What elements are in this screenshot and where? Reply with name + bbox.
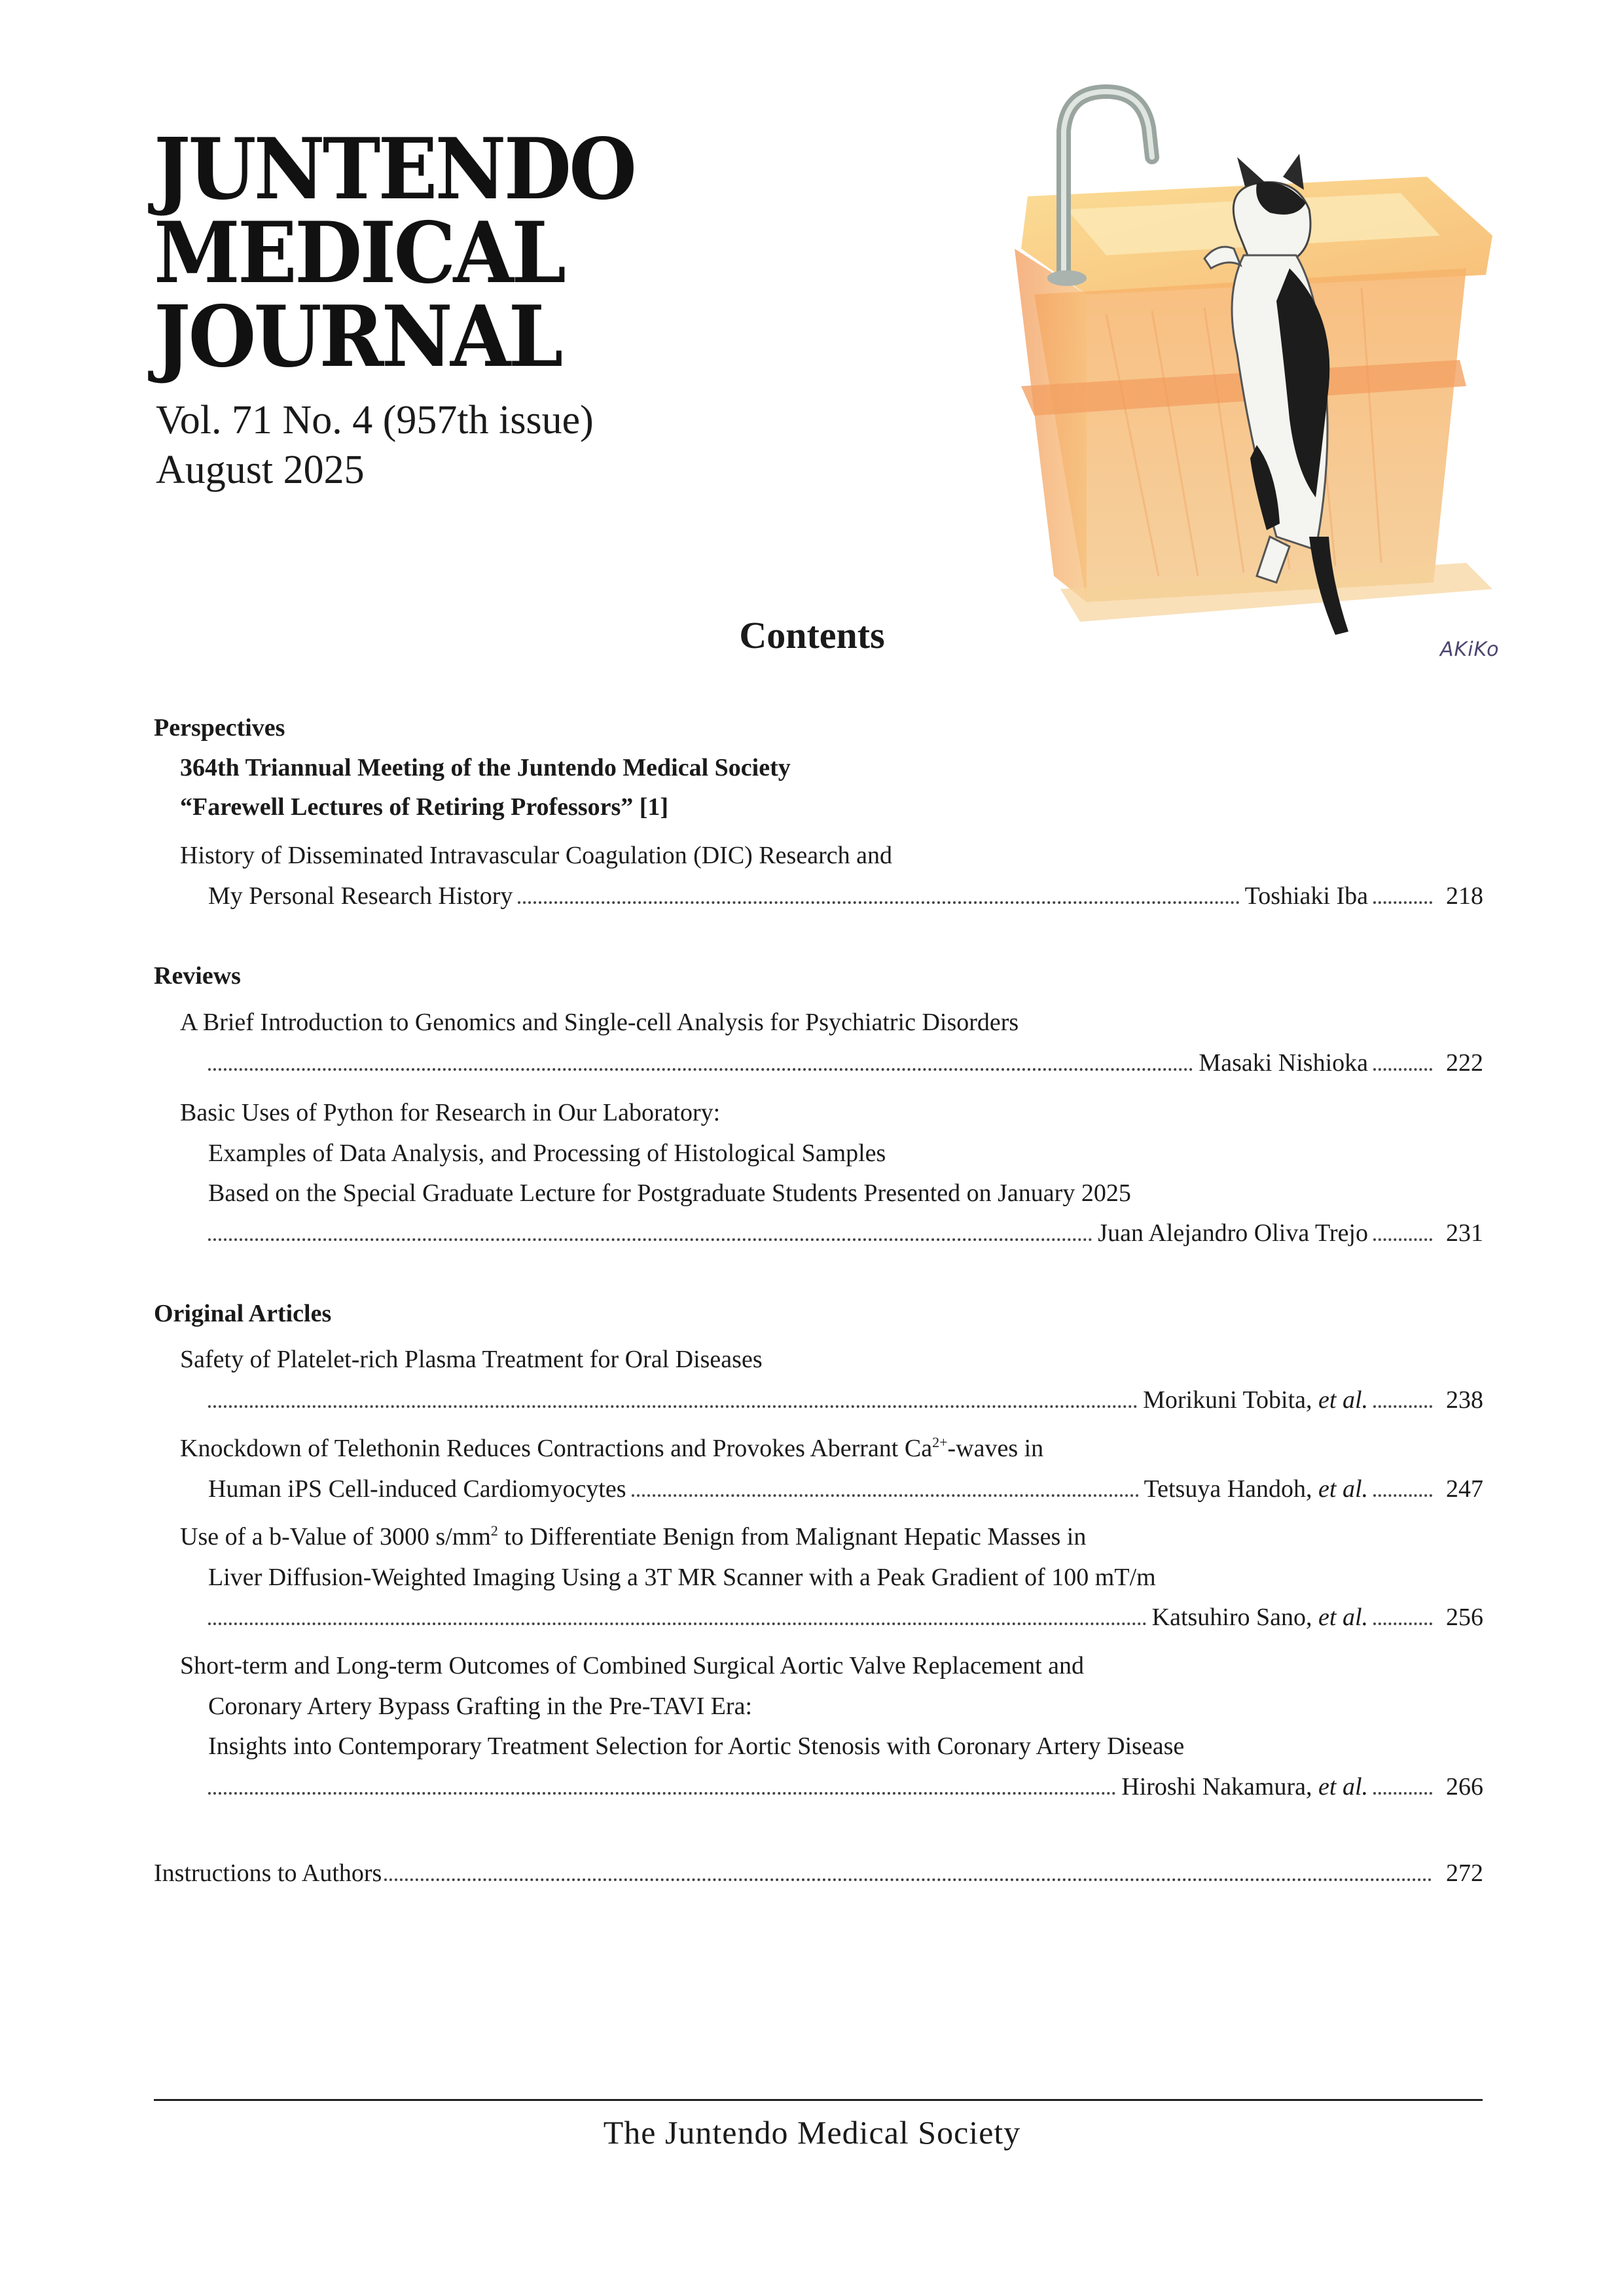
leader-dots xyxy=(1373,1792,1432,1795)
section-heading-perspectives: Perspectives xyxy=(154,714,285,742)
toc-entry-title: Knockdown of Telethonin Reduces Contractions and Provokes Aberrant $Ca^{2+}$-waves in xyxy=(180,1434,1044,1462)
leader-dots xyxy=(208,1792,1116,1795)
toc-entry-page: 231 xyxy=(1446,1219,1483,1247)
leader-dots xyxy=(384,1878,1432,1881)
toc-entry-page: 272 xyxy=(1446,1859,1483,1887)
toc-entry[interactable] xyxy=(208,882,1483,910)
toc-entry-page: 256 xyxy=(1446,1604,1483,1631)
leader-dots xyxy=(632,1494,1139,1497)
toc-entry-title: Short-term and Long-term Outcomes of Combined Surgical Aortic Valve Replacement and xyxy=(180,1652,1085,1679)
artist-signature: AKiKo xyxy=(1440,638,1500,661)
leader-dots xyxy=(1373,1405,1432,1408)
publisher-name: The Juntendo Medical Society xyxy=(603,2114,1021,2151)
toc-entry[interactable] xyxy=(208,1049,1483,1077)
leader-dots xyxy=(1373,901,1432,904)
section-heading-reviews: Reviews xyxy=(154,962,241,990)
journal-title-line-2: MEDICAL xyxy=(154,204,564,302)
toc-entry-author: Tetsuya Handoh, et al. xyxy=(1144,1475,1368,1503)
toc-entry[interactable] xyxy=(208,1475,1483,1503)
toc-entry-author: Juan Alejandro Oliva Trejo xyxy=(1098,1219,1368,1247)
leader-dots xyxy=(208,1068,1193,1071)
toc-entry-page: 222 xyxy=(1446,1049,1483,1077)
journal-title xyxy=(154,120,635,386)
cover-illustration xyxy=(1008,79,1512,681)
toc-entry-subtitle: Liver Diffusion-Weighted Imaging Using a 3T MR Scanner with a Peak Gradient of 100 mT/m xyxy=(208,1564,1156,1591)
leader-dots xyxy=(208,1238,1092,1241)
toc-entry-title: History of Disseminated Intravascular Coagulation (DIC) Research and xyxy=(180,842,892,869)
toc-entry-title: Use of a b-Value of 3000 $s/mm^2$ to Differentiate Benign from Malignant Hepatic Masses in xyxy=(180,1522,1087,1551)
toc-entry-title: Instructions to Authors xyxy=(154,1859,382,1887)
toc-entry-author: Masaki Nishioka xyxy=(1199,1049,1368,1077)
toc-entry-title: My Personal Research History xyxy=(208,882,513,910)
toc-entry-author: Morikuni Tobita, et al. xyxy=(1143,1386,1368,1414)
journal-title-line-1: JUNTENDO xyxy=(154,120,635,219)
leader-dots xyxy=(1373,1238,1432,1241)
issue-volume: Vol. 71 No. 4 (957th issue) xyxy=(156,398,594,442)
footer-rule xyxy=(154,2099,1483,2101)
leader-dots xyxy=(518,901,1239,904)
issue-date: August 2025 xyxy=(156,448,365,492)
toc-entry-subtitle: Based on the Special Graduate Lecture for Postgraduate Students Presented on January 2025 xyxy=(208,1179,1131,1207)
toc-entry-author: Katsuhiro Sano, et al. xyxy=(1151,1604,1368,1631)
leader-dots xyxy=(208,1405,1138,1408)
toc-entry-page: 218 xyxy=(1446,882,1483,910)
toc-entry-title: Basic Uses of Python for Research in Our Laboratory: xyxy=(180,1099,721,1126)
journal-title-line-3: JOURNAL xyxy=(154,288,561,386)
lecture-series-title: “Farewell Lectures of Retiring Professors” [1] xyxy=(180,793,669,821)
section-heading-original-articles: Original Articles xyxy=(154,1300,332,1327)
leader-dots xyxy=(1373,1068,1432,1071)
toc-entry[interactable] xyxy=(208,1219,1483,1247)
toc-entry-author: Toshiaki Iba xyxy=(1244,882,1368,910)
contents-heading: Contents xyxy=(739,614,885,656)
meeting-title: 364th Triannual Meeting of the Juntendo Medical Society xyxy=(180,754,791,781)
toc-entry-subtitle: Examples of Data Analysis, and Processing of Histological Samples xyxy=(208,1139,886,1167)
toc-entry-title: Human iPS Cell-induced Cardiomyocytes xyxy=(208,1475,626,1503)
toc-entry[interactable] xyxy=(208,1386,1483,1414)
toc-entry-page: 238 xyxy=(1446,1386,1483,1414)
toc-entry-instructions[interactable] xyxy=(154,1859,1483,1888)
toc-entry-page: 266 xyxy=(1446,1773,1483,1801)
toc-entry-page: 247 xyxy=(1446,1475,1483,1503)
toc-entry[interactable] xyxy=(208,1772,1483,1801)
toc-entry[interactable] xyxy=(208,1603,1483,1632)
leader-dots xyxy=(1373,1494,1432,1497)
toc-entry-title: Safety of Platelet-rich Plasma Treatment for Oral Diseases xyxy=(180,1346,763,1373)
toc-entry-author: Hiroshi Nakamura, et al. xyxy=(1121,1773,1368,1801)
leader-dots xyxy=(1373,1623,1432,1625)
toc-entry-subtitle: Coronary Artery Bypass Grafting in the Pre-TAVI Era: xyxy=(208,1693,753,1720)
toc-entry-subtitle: Insights into Contemporary Treatment Selection for Aortic Stenosis with Coronary Artery Disease xyxy=(208,1732,1185,1760)
toc-entry-title: A Brief Introduction to Genomics and Single-cell Analysis for Psychiatric Disorders xyxy=(180,1009,1019,1036)
leader-dots xyxy=(208,1623,1147,1625)
